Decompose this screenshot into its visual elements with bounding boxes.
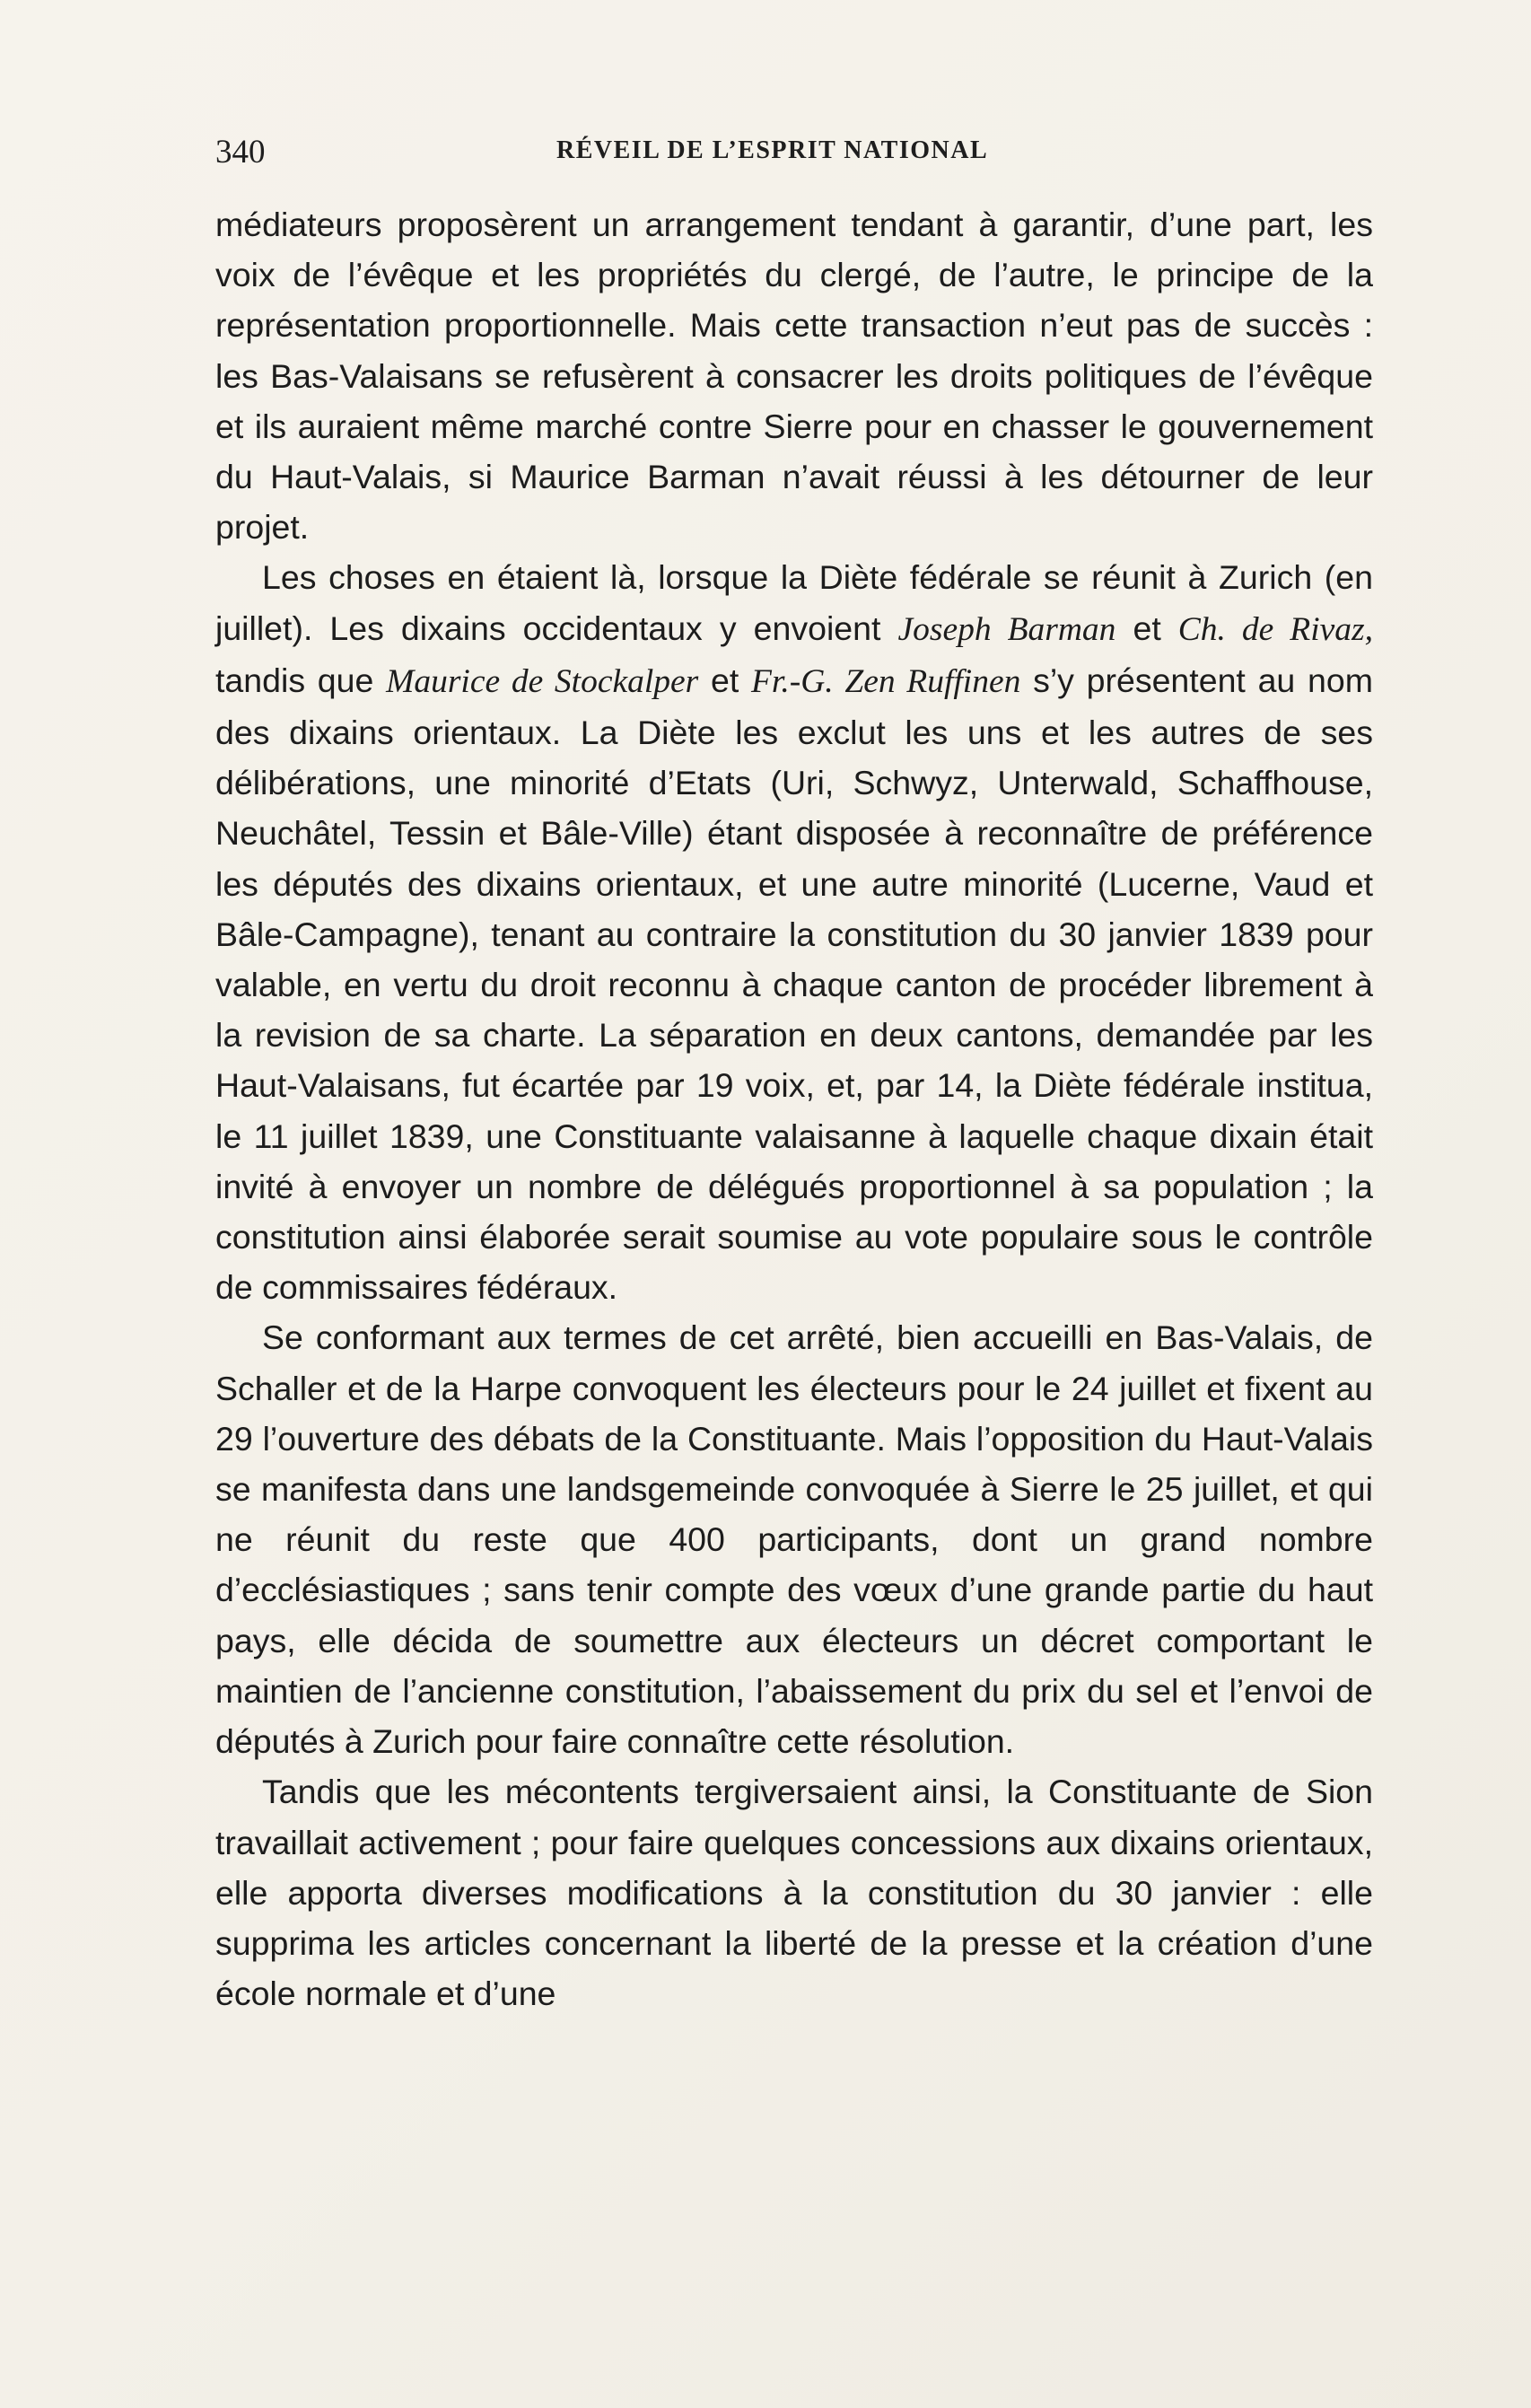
italic-name: Maurice de Stockalper: [386, 662, 699, 700]
paragraph: [215, 552, 1373, 1312]
page-header: [215, 133, 1373, 187]
page-number: 340: [215, 134, 266, 171]
text-run: Tandis que les mécontents tergiversaient ainsi, la Constituante de Sion travaillait activement ; pour faire quelques concessions aux dixains orientaux, elle apporta diverses modifications à la constitution du 30 janvier : elle supprima les articles concernant la liberté de la presse et la création d’une école normale et d’une: [215, 1773, 1373, 2013]
italic-name: Fr.-G. Zen Ruffinen: [751, 662, 1021, 700]
running-title: RÉVEIL DE L’ESPRIT NATIONAL: [556, 136, 989, 164]
text-run: médiateurs proposèrent un arrangement tendant à garantir, d’une part, les voix de l’évêque et les propriétés du clergé, de l’autre, le principe de la représentation proportionnelle. Mais cette transaction n’eut pas de succès : les Bas-Valaisans se refusèrent à consacrer les droits politiques de l’évêque et ils auraient même marché contre Sierre pour en chasser le gouvernement du Haut-Valais, si Maurice Barman n’avait réussi à les détourner de leur projet.: [215, 206, 1373, 547]
text-run: s’y présentent au nom des dixains orientaux. La Diète les exclut les uns et les autres de ses délibérations, une minorité d’Etats (Uri, Schwyz, Unterwald, Schaffhouse, Neuchâtel, Tessin et Bâle-Ville) étant disposée à reconnaître de préférence les députés des dixains orientaux, et une autre minorité (Lucerne, Vaud et Bâle-Campagne), tenant au contraire la constitution du 30 janvier 1839 pour valable, en vertu du droit reconnu à chaque canton de procéder librement à la revision de sa charte. La séparation en deux cantons, demandée par les Haut-Valaisans, fut écartée par 19 voix, et, par 14, la Diète fédérale institua, le 11 juillet 1839, une Constituante valaisanne à laquelle chaque dixain était invité à envoyer un nombre de délégués proportionnel à sa population ; la constitution ainsi élaborée serait soumise au vote populaire sous le contrôle de commissaires fédéraux.: [215, 661, 1373, 1307]
italic-name: Joseph Barman: [897, 610, 1116, 648]
text-run: Se conformant aux termes de cet arrêté, bien accueilli en Bas-Valais, de Schaller et de la Harpe convoquent les électeurs pour le 24 juillet et fixent au 29 l’ouverture des débats de la Constituante. Mais l’opposition du Haut-Valais se manifesta dans une landsgemeinde convoquée à Sierre le 25 juillet, et qui ne réunit du reste que 400 participants, dont un grand nombre d’ecclésiastiques ; sans tenir compte des vœux d’une grande partie du haut pays, elle décida de soumettre aux électeurs un décret comportant le maintien de l’ancienne constitution, l’abaissement du prix du sel et l’envoi de députés à Zurich pour faire connaître cette résolution.: [215, 1318, 1373, 1761]
paragraph: [215, 1312, 1373, 1766]
italic-name: Ch. de Rivaz,: [1177, 610, 1373, 648]
paragraph: [215, 199, 1373, 552]
paragraph: [215, 1766, 1373, 2018]
body-text: [215, 199, 1373, 2018]
text-run: tandis que: [215, 661, 387, 699]
text-run: Les choses en étaient là, lorsque la Diète fédérale se réunit à Zurich (en juillet). Les dixains occidentaux y envoient: [215, 558, 1373, 647]
text-run: et: [698, 661, 751, 699]
text-run: et: [1115, 609, 1178, 647]
